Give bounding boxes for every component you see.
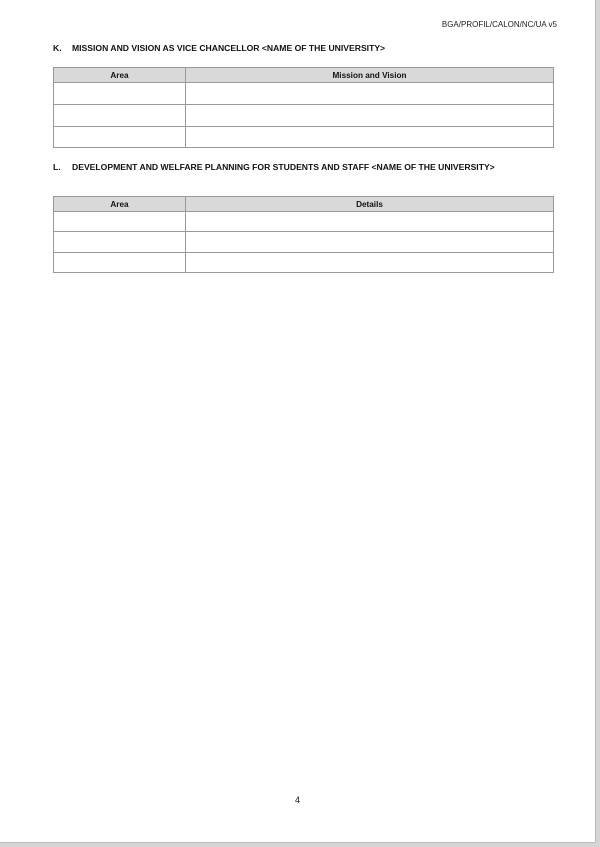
details-cell[interactable] (186, 253, 554, 273)
area-cell[interactable] (54, 127, 186, 148)
details-cell[interactable] (186, 232, 554, 253)
area-cell[interactable] (54, 83, 186, 105)
section-letter: L. (53, 162, 61, 172)
table-row (54, 232, 554, 253)
mission-vision-cell[interactable] (186, 83, 554, 105)
column-header: Mission and Vision (186, 68, 554, 83)
table-row (54, 253, 554, 273)
section-l-heading (53, 162, 532, 173)
section-title: DEVELOPMENT AND WELFARE PLANNING FOR STUDENTS AND STAFF <NAME OF THE UNIVERSITY> (72, 162, 495, 172)
details-cell[interactable] (186, 212, 554, 232)
mission-vision-table (53, 67, 554, 148)
table-row (54, 105, 554, 127)
mission-vision-cell[interactable] (186, 105, 554, 127)
column-header: Area (54, 197, 186, 212)
table-row (54, 83, 554, 105)
area-cell[interactable] (54, 105, 186, 127)
column-header: Details (186, 197, 554, 212)
section-letter: K. (53, 43, 62, 53)
mission-vision-cell[interactable] (186, 127, 554, 148)
area-cell[interactable] (54, 232, 186, 253)
column-header: Area (54, 68, 186, 83)
table-row (54, 127, 554, 148)
page-number: 4 (294, 795, 300, 805)
area-cell[interactable] (54, 253, 186, 273)
area-cell[interactable] (54, 212, 186, 232)
section-k-heading (53, 43, 532, 54)
development-welfare-table (53, 196, 554, 273)
section-title: MISSION AND VISION AS VICE CHANCELLOR <NAME OF THE UNIVERSITY> (72, 43, 386, 53)
document-reference: BGA/PROFIL/CALON/NC/UA v5 (441, 20, 557, 29)
table-row (54, 212, 554, 232)
